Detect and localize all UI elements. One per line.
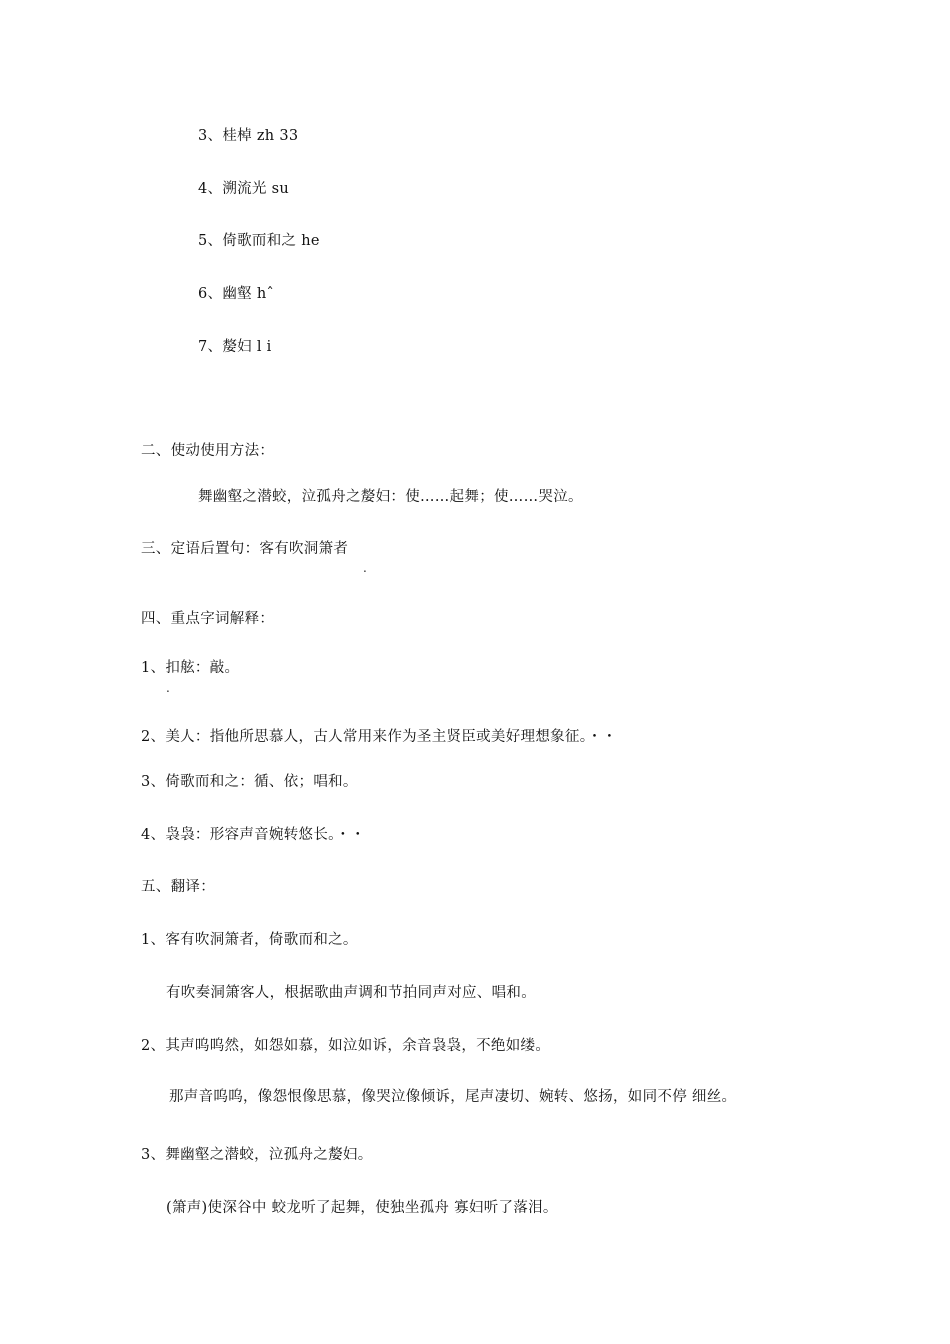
section-4-heading: 四、重点字词解释： [141, 611, 275, 627]
emphasis-mark: . [363, 561, 367, 575]
pronunciation-item-3: 3、桂棹 zh 33 [198, 128, 299, 144]
translation-original-2: 2、其声呜呜然，如怨如慕，如泣如诉，余音袅袅，不绝如缕。 [141, 1038, 551, 1054]
translation-original-1: 1、客有吹洞箫者，倚歌而和之。 [141, 932, 358, 948]
section-2-heading: 二、使动使用方法： [141, 443, 275, 459]
emphasis-mark: . [166, 681, 170, 695]
translation-text-1: 有吹奏洞箫客人，根据歌曲声调和节拍同声对应、唱和。 [166, 985, 536, 1001]
pronunciation-item-5: 5、倚歌而和之 he [198, 233, 320, 249]
section-5-heading: 五、翻译： [141, 879, 215, 895]
translation-text-3: (箫声)使深谷中 蛟龙听了起舞，使独坐孤舟 寡妇听了落泪。 [166, 1200, 558, 1216]
vocab-item-3: 3、倚歌而和之：循、依；唱和。 [141, 774, 358, 790]
vocab-item-4: 4、袅袅：形容声音婉转悠长。・・ [141, 827, 366, 843]
translation-original-3: 3、舞幽壑之潜蛟，泣孤舟之嫠妇。 [141, 1147, 373, 1163]
pronunciation-item-4: 4、溯流光 su [198, 181, 290, 197]
pronunciation-item-6: 6、幽壑 hˆ [198, 286, 275, 302]
vocab-item-1: 1、扣舷：敲。 [141, 660, 240, 676]
pronunciation-item-7: 7、嫠妇 l i [198, 339, 272, 355]
vocab-item-2: 2、美人：指他所思慕人，古人常用来作为圣主贤臣或美好理想象征。・・ [141, 729, 617, 745]
section-2-body: 舞幽壑之潜蛟，泣孤舟之嫠妇：使……起舞；使……哭泣。 [198, 489, 583, 505]
section-3-heading: 三、定语后置句：客有吹洞箫者 [141, 541, 349, 557]
translation-text-2: 那声音呜呜，像怨恨像思慕，像哭泣像倾诉，尾声凄切、婉转、悠扬，如同不停 细丝。 [169, 1089, 737, 1105]
